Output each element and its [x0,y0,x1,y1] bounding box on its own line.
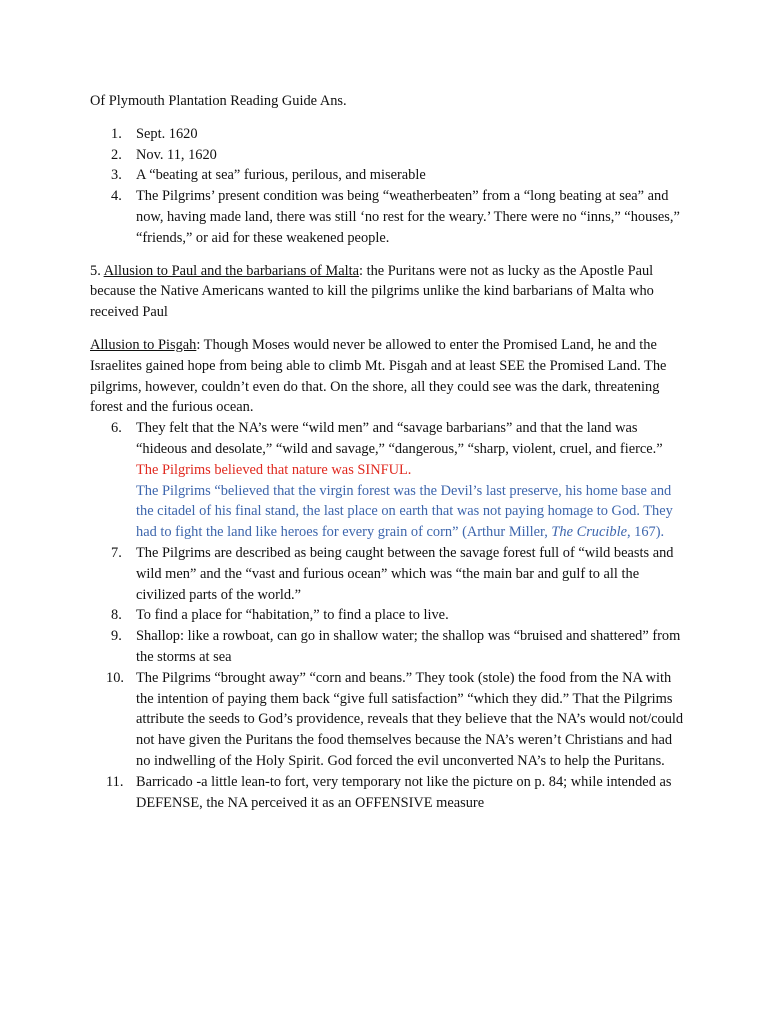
item-text: The Pilgrims’ present condition was being “weatherbeaten” from a “long beating at sea” and now, having made land, there was still ‘no rest for the weary.’ There were no “inns,” “houses,” “friends,” or aid for these weakened people. [136,188,680,246]
item-text: The Pilgrims are described as being caught between the savage forest full of “wild beasts and wild men” and the “vast and furious ocean” which was “the main bar and gulf to all the civilized parts of the world.” [136,544,674,603]
pisgah-text: : Though Moses would never be allowed to enter the Promised Land, he and the Israelites gained hope from being able to climb Mt. Pisgah and at least SEE the Promised Land. The pilgrims, however, couldn’t even do that. On the shore, all they could see was the dark, threatening forest and the furious ocean. [90,336,667,416]
list-item [90,626,690,668]
pisgah-heading: Allusion to Pisgah [90,336,197,353]
item5-text: : the Puritans were not as lucky as the Apostle Paul because the Native Americans wanted to kill the pilgrims unlike the kind barbarians of Malta who received Paul [90,262,654,321]
list-item [90,145,690,166]
red-note: The Pilgrims believed that nature was SINFUL. [136,461,412,478]
item-number: 6. [111,420,122,437]
item-number: 4. [111,188,122,205]
item5-prefix: 5. [90,262,104,279]
blue-quote-text: The Pilgrims “believed that the virgin forest was the Devil’s last preserve, his home base and the citadel of his final stand, the last place on earth that was not paying homage to God. They had to fight the land like heroes for every grain of corn” (Arthur Miller, [136,482,673,541]
paragraph-item-5 [90,261,690,323]
item-number: 9. [111,628,122,645]
item-text: Shallop: like a rowboat, can go in shallow water; the shallop was “bruised and shattered” from the storms at sea [136,628,681,665]
item-text: They felt that the NA’s were “wild men” and “savage barbarians” and that the land was “hideous and desolate,” “wild and savage,” “dangerous,” “sharp, violent, cruel, and fierce.” [136,420,663,457]
list-item [90,124,690,145]
list-item [90,772,690,814]
document-body [90,91,690,813]
item-number: 1. [111,125,122,142]
item-text: Nov. 11, 1620 [136,146,217,163]
list-item [90,165,690,186]
list-item [90,186,690,248]
answer-list-1 [90,124,690,249]
list-item [90,605,690,626]
list-item [90,543,690,605]
item-text: Sept. 1620 [136,125,198,142]
item-text: Barricado -a little lean-to fort, very temporary not like the picture on p. 84; while intended as DEFENSE, the NA perceived it as an OFFENSIVE measure [136,773,672,811]
book-title: The Crucible [551,524,627,541]
item-number: 10. [106,669,124,686]
item-text: The Pilgrims “brought away” “corn and beans.” They took (stole) the food from the NA with the intention of paying them back “give full satisfaction” “which they did.” That the Pilgrims attribute the seeds to God’s providence, reveals that they believe that the NA’s would not/could not have given the Puritans the food themselves because the NA’s weren’t Christians and had no indwelling of the Holy Spirit. God forced the evil unconverted NA’s to help the Puritans. [136,669,684,769]
item-number: 7. [111,544,122,561]
item-number: 2. [111,146,122,163]
paragraph-pisgah [90,335,690,418]
document-title: Of Plymouth Plantation Reading Guide Ans. [90,93,347,109]
item-text: To find a place for “habitation,” to find a place to live. [136,607,449,624]
list-item [90,418,690,543]
item5-heading: Allusion to Paul and the barbarians of Malta [103,262,359,279]
answer-list-2 [90,418,690,813]
item-text: A “beating at sea” furious, perilous, and miserable [136,167,426,184]
blue-quote-end: , 167). [626,524,665,541]
list-item [90,668,690,772]
item-number: 8. [111,607,122,624]
blue-quote [136,481,690,543]
item-number: 3. [111,167,122,184]
item-number: 11. [106,773,124,790]
